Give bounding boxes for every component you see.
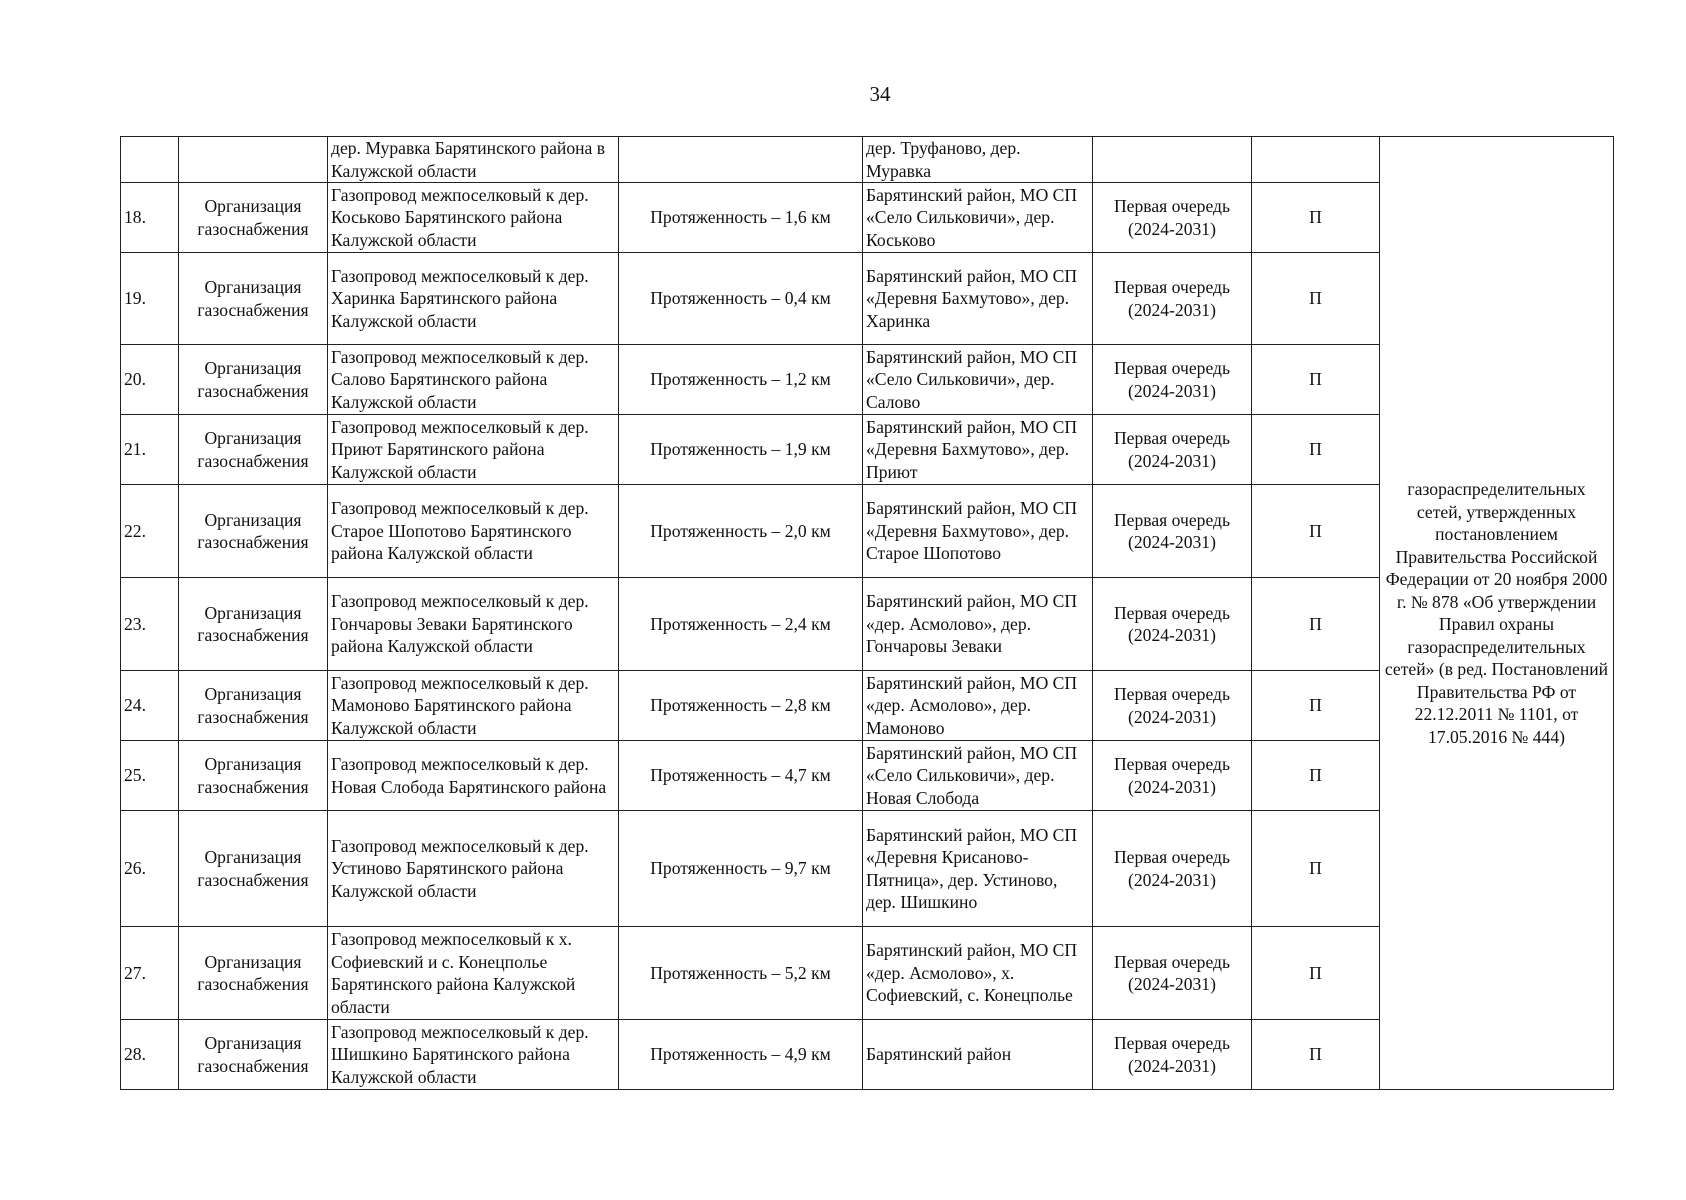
object-location: Барятинский район, МО СП «Деревня Бахмутово», дер. Приют (863, 415, 1093, 485)
implementation-stage: Первая очередь (2024-2031) (1093, 578, 1252, 671)
object-parameters: Протяженность – 9,7 км (619, 811, 863, 927)
object-name: Газопровод межпоселковый к дер. Мамоново Барятинского района Калужской области (328, 671, 619, 741)
object-location: Барятинский район, МО СП «Деревня Бахмутово», дер. Старое Шопотово (863, 485, 1093, 578)
object-status: П (1252, 345, 1380, 415)
implementation-stage: Первая очередь (2024-2031) (1093, 671, 1252, 741)
continuation-row (121, 137, 1614, 183)
object-location: Барятинский район, МО СП «Село Сильковичи», дер. Новая Слобода (863, 741, 1093, 811)
object-parameters (619, 137, 863, 183)
object-status: П (1252, 741, 1380, 811)
object-location: Барятинский район, МО СП «Село Сильковичи», дер. Салово (863, 345, 1093, 415)
row-number (121, 137, 179, 183)
object-type: Организация газоснабжения (179, 183, 328, 253)
object-location: Барятинский район, МО СП «дер. Асмолово», дер. Гончаровы Зеваки (863, 578, 1093, 671)
object-location: дер. Труфаново, дер. Муравка (863, 137, 1093, 183)
row-number: 26. (121, 811, 179, 927)
object-parameters: Протяженность – 2,0 км (619, 485, 863, 578)
object-location: Барятинский район, МО СП «дер. Асмолово», х. Софиевский, с. Конецполье (863, 927, 1093, 1020)
object-location: Барятинский район, МО СП «Деревня Бахмутово», дер. Харинка (863, 253, 1093, 345)
implementation-stage: Первая очередь (2024-2031) (1093, 1020, 1252, 1090)
object-parameters: Протяженность – 4,7 км (619, 741, 863, 811)
object-status: П (1252, 927, 1380, 1020)
object-parameters: Протяженность – 2,8 км (619, 671, 863, 741)
object-parameters: Протяженность – 1,6 км (619, 183, 863, 253)
object-parameters: Протяженность – 0,4 км (619, 253, 863, 345)
object-type (179, 137, 328, 183)
object-status: П (1252, 578, 1380, 671)
row-number: 23. (121, 578, 179, 671)
object-parameters: Протяженность – 1,9 км (619, 415, 863, 485)
implementation-stage: Первая очередь (2024-2031) (1093, 485, 1252, 578)
object-type: Организация газоснабжения (179, 345, 328, 415)
row-number: 25. (121, 741, 179, 811)
object-status (1252, 137, 1380, 183)
object-type: Организация газоснабжения (179, 415, 328, 485)
object-type: Организация газоснабжения (179, 671, 328, 741)
object-status: П (1252, 485, 1380, 578)
object-status: П (1252, 671, 1380, 741)
object-name: Газопровод межпоселковый к дер. Новая Слобода Барятинского района (328, 741, 619, 811)
row-number: 21. (121, 415, 179, 485)
row-number: 18. (121, 183, 179, 253)
planned-objects-table (120, 136, 1614, 1090)
implementation-stage: Первая очередь (2024-2031) (1093, 927, 1252, 1020)
object-location: Барятинский район, МО СП «дер. Асмолово», дер. Мамоново (863, 671, 1093, 741)
object-status: П (1252, 1020, 1380, 1090)
zone-restrictions-note: газораспределительных сетей, утвержденных постановлением Правительства Российской Федерации от 20 ноября 2000 г. № 878 «Об утверждении Правил охраны газораспределительных сетей» (в ред. Постановлений Правительства РФ от 22.12.2011 № 1101, от 17.05.2016 № 444) (1380, 137, 1614, 1090)
row-number: 27. (121, 927, 179, 1020)
row-number: 24. (121, 671, 179, 741)
object-location: Барятинский район, МО СП «Село Сильковичи», дер. Коськово (863, 183, 1093, 253)
implementation-stage: Первая очередь (2024-2031) (1093, 345, 1252, 415)
object-name: Газопровод межпоселковый к дер. Коськово Барятинского района Калужской области (328, 183, 619, 253)
object-type: Организация газоснабжения (179, 927, 328, 1020)
object-name: Газопровод межпоселковый к дер. Приют Барятинского района Калужской области (328, 415, 619, 485)
implementation-stage (1093, 137, 1252, 183)
object-status: П (1252, 415, 1380, 485)
object-name: Газопровод межпоселковый к дер. Устиново Барятинского района Калужской области (328, 811, 619, 927)
object-parameters: Протяженность – 5,2 км (619, 927, 863, 1020)
object-name: дер. Муравка Барятинского района в Калужской области (328, 137, 619, 183)
object-name: Газопровод межпоселковый к х. Софиевский и с. Конецполье Барятинского района Калужской области (328, 927, 619, 1020)
object-name: Газопровод межпоселковый к дер. Шишкино Барятинского района Калужской области (328, 1020, 619, 1090)
object-name: Газопровод межпоселковый к дер. Гончаровы Зеваки Барятинского района Калужской области (328, 578, 619, 671)
object-type: Организация газоснабжения (179, 811, 328, 927)
object-parameters: Протяженность – 4,9 км (619, 1020, 863, 1090)
object-location: Барятинский район (863, 1020, 1093, 1090)
row-number: 19. (121, 253, 179, 345)
implementation-stage: Первая очередь (2024-2031) (1093, 183, 1252, 253)
implementation-stage: Первая очередь (2024-2031) (1093, 253, 1252, 345)
page-number: 34 (869, 82, 891, 106)
object-name: Газопровод межпоселковый к дер. Харинка Барятинского района Калужской области (328, 253, 619, 345)
object-type: Организация газоснабжения (179, 1020, 328, 1090)
object-parameters: Протяженность – 2,4 км (619, 578, 863, 671)
object-location: Барятинский район, МО СП «Деревня Крисаново-Пятница», дер. Устиново, дер. Шишкино (863, 811, 1093, 927)
object-type: Организация газоснабжения (179, 253, 328, 345)
row-number: 22. (121, 485, 179, 578)
object-type: Организация газоснабжения (179, 578, 328, 671)
object-type: Организация газоснабжения (179, 485, 328, 578)
implementation-stage: Первая очередь (2024-2031) (1093, 415, 1252, 485)
object-name: Газопровод межпоселковый к дер. Старое Шопотово Барятинского района Калужской области (328, 485, 619, 578)
object-status: П (1252, 253, 1380, 345)
implementation-stage: Первая очередь (2024-2031) (1093, 741, 1252, 811)
row-number: 20. (121, 345, 179, 415)
object-type: Организация газоснабжения (179, 741, 328, 811)
object-status: П (1252, 183, 1380, 253)
row-number: 28. (121, 1020, 179, 1090)
object-parameters: Протяженность – 1,2 км (619, 345, 863, 415)
object-name: Газопровод межпоселковый к дер. Салово Барятинского района Калужской области (328, 345, 619, 415)
object-status: П (1252, 811, 1380, 927)
implementation-stage: Первая очередь (2024-2031) (1093, 811, 1252, 927)
